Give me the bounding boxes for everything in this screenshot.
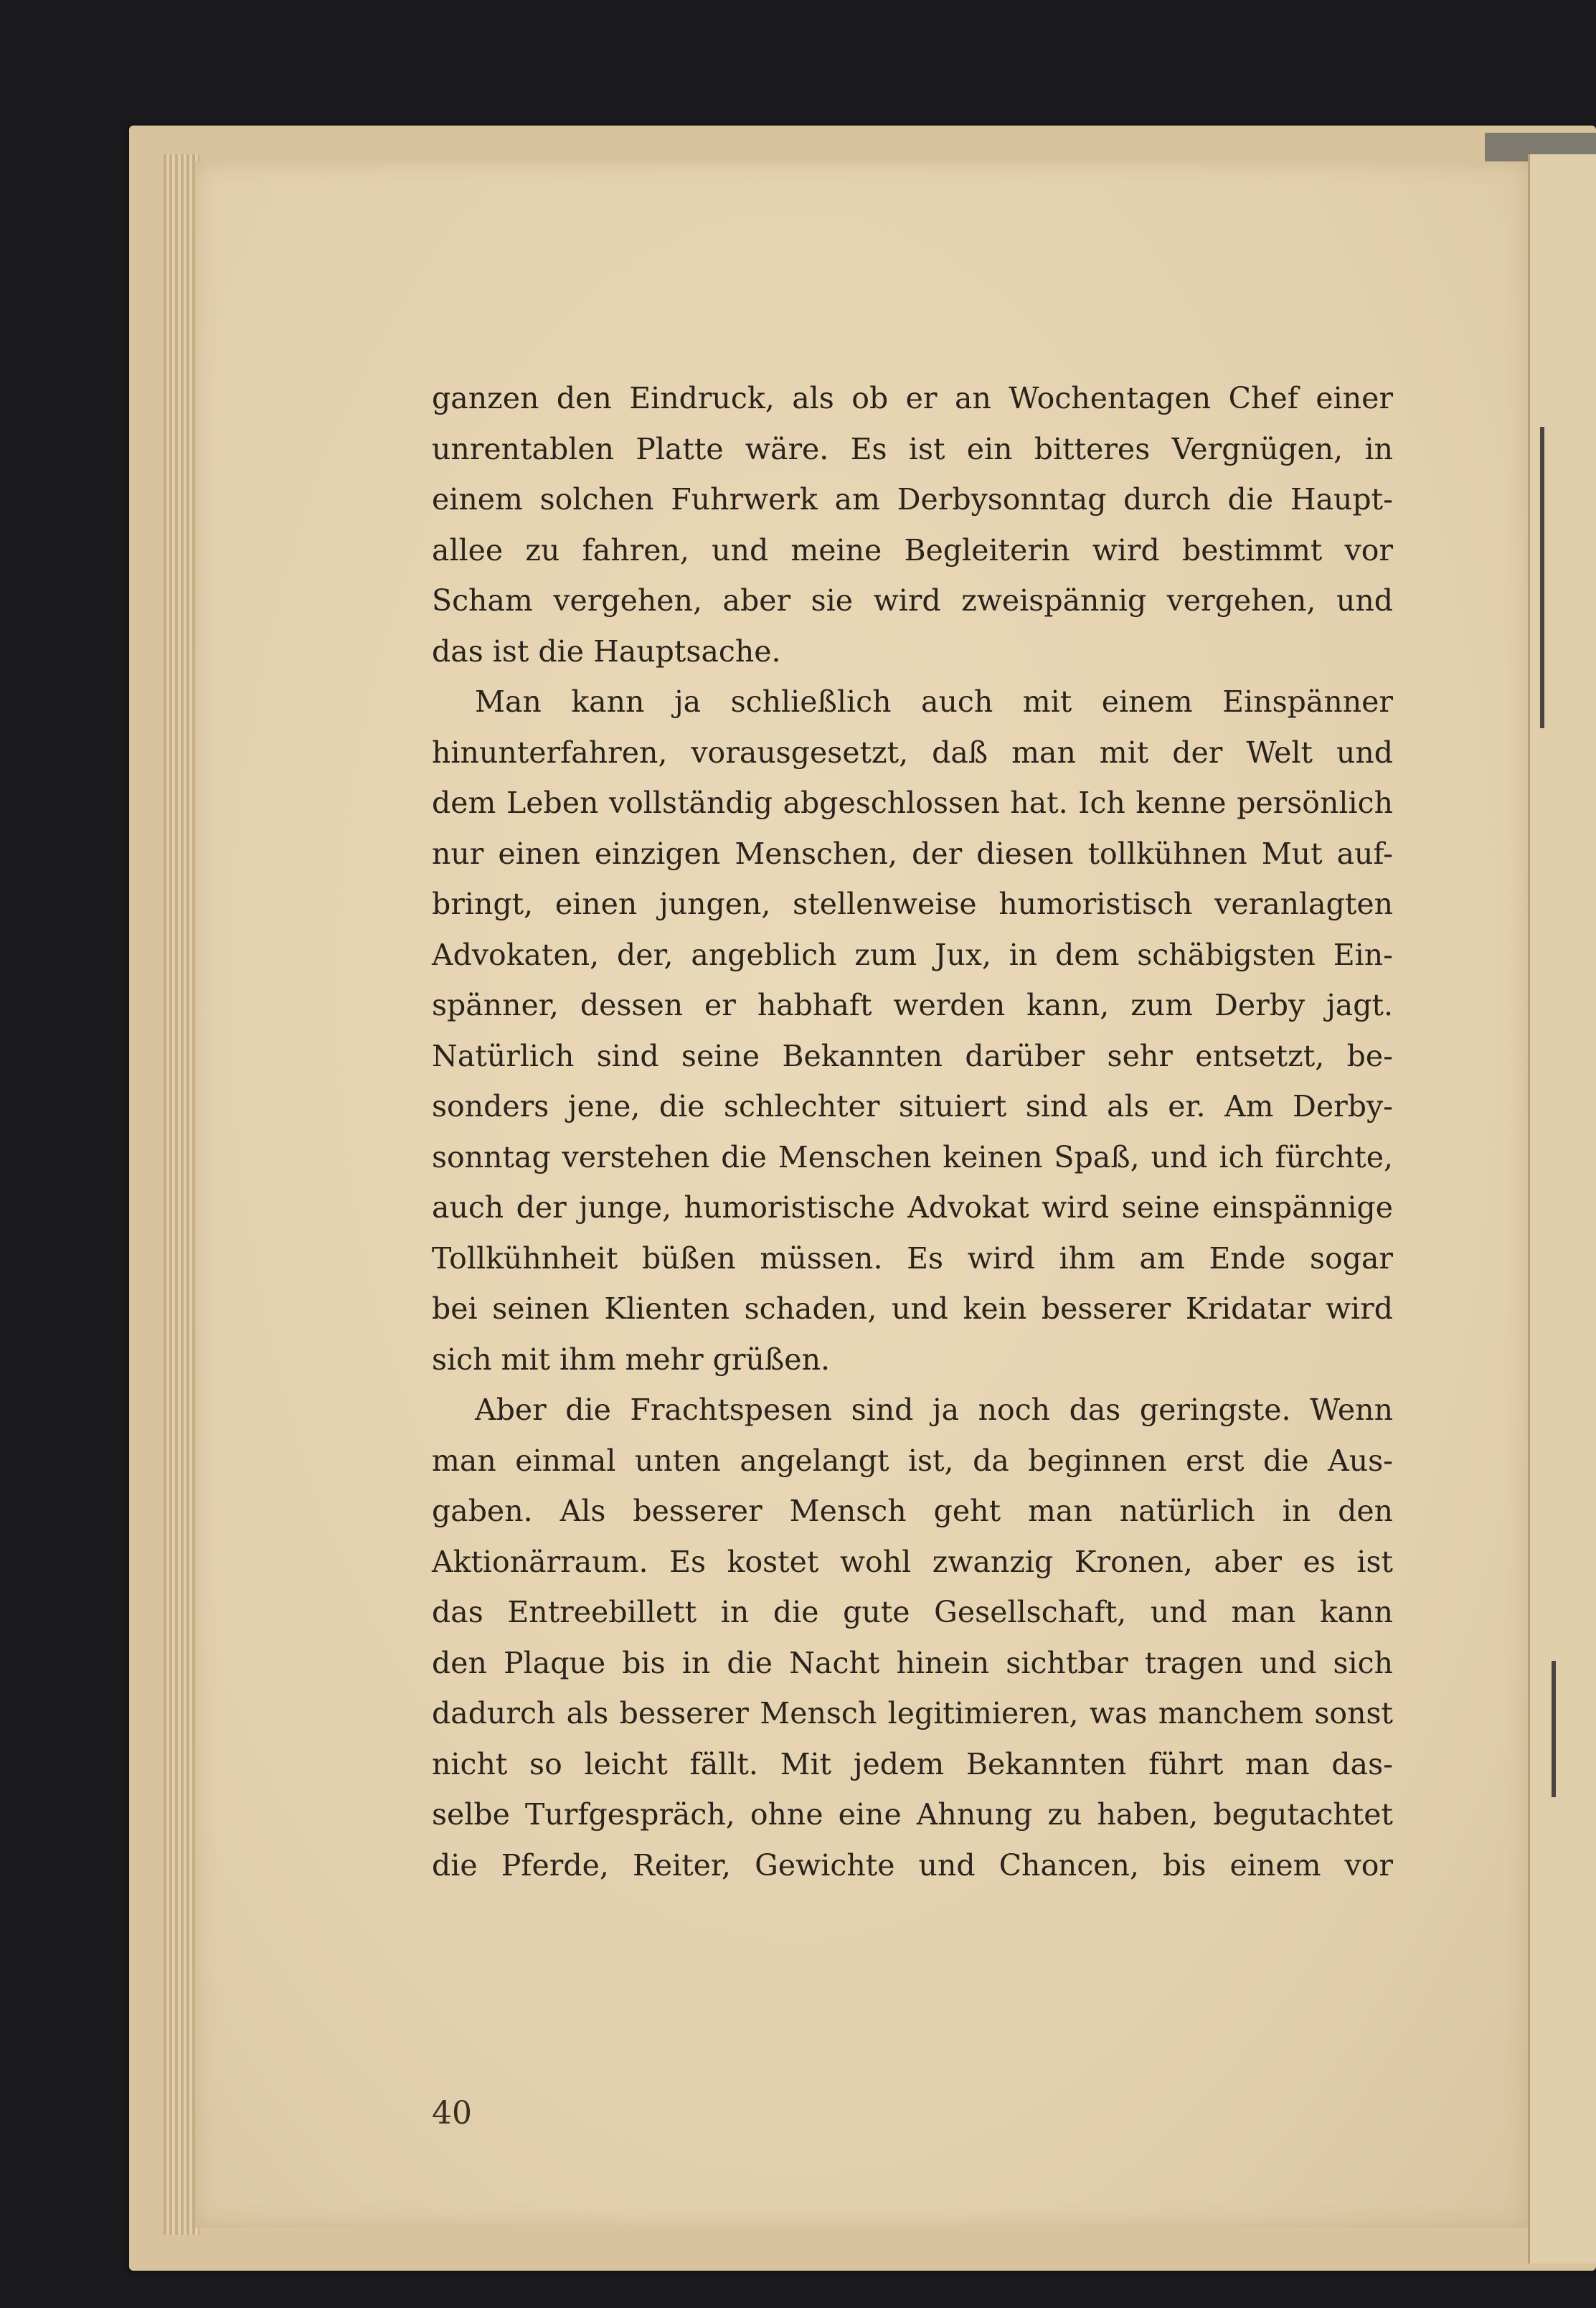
text-line: die Pferde, Reiter, Gewichte und Chancen, bis einem vor <box>432 1847 1393 1883</box>
text-line: das Entreebillett in die gute Gesellschaft, und man kann <box>432 1595 1393 1629</box>
text-line: ganzen den Eindruck, als ob er an Wochentagen Chef einer <box>432 381 1393 415</box>
text-line: spänner, dessen er habhaft werden kann, zum Derby jagt. <box>432 988 1393 1022</box>
text-line: dem Leben vollständig abgeschlossen hat. Ich kenne persönlich <box>432 786 1393 820</box>
text-line: Man kann ja schließlich auch mit einem Einspänner <box>475 684 1393 719</box>
text-line: bei seinen Klienten schaden, und kein besserer Kridatar wird <box>432 1291 1393 1326</box>
text-line: unrentablen Platte wäre. Es ist ein bitteres Vergnügen, in <box>432 431 1393 466</box>
adjacent-page-mark <box>1552 1661 1556 1797</box>
text-line: Tollkühnheit büßen müssen. Es wird ihm am Ende sogar <box>432 1240 1393 1276</box>
text-line: Aktionärraum. Es kostet wohl zwanzig Kronen, aber es ist <box>432 1544 1393 1579</box>
adjacent-page-mark <box>1540 427 1544 728</box>
text-line: nur einen einzigen Menschen, der diesen tollkühnen Mut auf- <box>432 836 1393 871</box>
text-line: dadurch als besserer Mensch legitimieren, was manchem sonst <box>432 1696 1393 1730</box>
text-line: hinunterfahren, vorausgesetzt, daß man mit der Welt und <box>432 735 1393 770</box>
text-line: Advokaten, der, angeblich zum Jux, in dem schäbigsten Ein- <box>432 937 1393 972</box>
text-line: den Plaque bis in die Nacht hinein sichtbar tragen und sich <box>432 1645 1393 1680</box>
text-line: sich mit ihm mehr grüßen. <box>432 1342 831 1377</box>
text-line: sonders jene, die schlechter situiert sind als er. Am Derby- <box>432 1089 1393 1124</box>
text-line: Natürlich sind seine Bekannten darüber sehr entsetzt, be- <box>432 1038 1393 1073</box>
text-line: das ist die Hauptsache. <box>432 633 781 669</box>
text-line: selbe Turfgespräch, ohne eine Ahnung zu haben, begutachtet <box>432 1797 1393 1832</box>
text-line: allee zu fahren, und meine Begleiterin wird bestimmt vor <box>432 532 1393 567</box>
page-text <box>432 373 1393 1890</box>
text-line: einem solchen Fuhrwerk am Derbysonntag durch die Haupt- <box>432 482 1393 517</box>
text-line: man einmal unten angelangt ist, da beginnen erst die Aus- <box>432 1443 1393 1478</box>
book-page <box>195 161 1528 2228</box>
text-line: gaben. Als besserer Mensch geht man natürlich in den <box>432 1494 1393 1528</box>
text-line: auch der junge, humoristische Advokat wird seine einspännige <box>432 1190 1393 1225</box>
adjacent-page-edge <box>1528 154 1596 2264</box>
text-line: sonntag verstehen die Menschen keinen Spaß, und ich fürchte, <box>432 1139 1393 1174</box>
text-line: nicht so leicht fällt. Mit jedem Bekannten führt man das- <box>432 1746 1393 1781</box>
page-number: 40 <box>432 2095 472 2132</box>
text-line: Aber die Frachtspesen sind ja noch das geringste. Wenn <box>475 1393 1393 1427</box>
text-line: bringt, einen jungen, stellenweise humoristisch veranlagten <box>432 887 1393 921</box>
page-stack-edges <box>164 154 199 2235</box>
text-line: Scham vergehen, aber sie wird zweispännig vergehen, und <box>432 583 1393 618</box>
